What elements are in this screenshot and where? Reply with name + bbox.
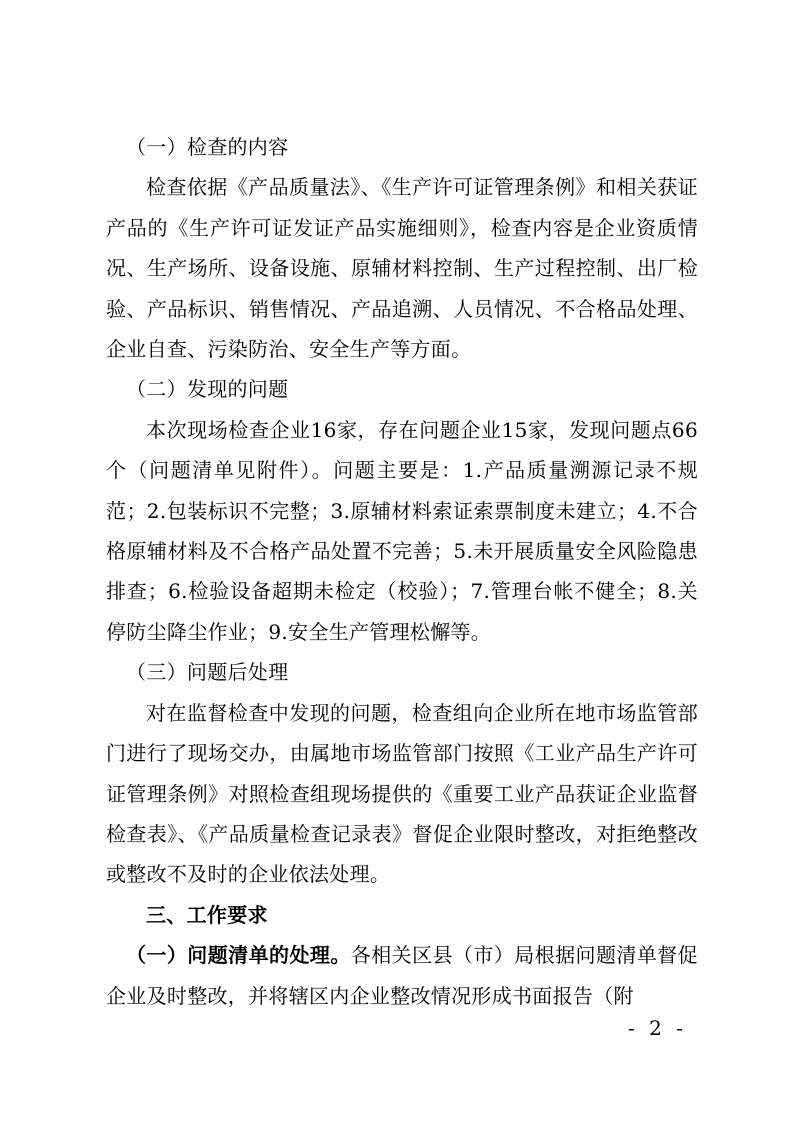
page-number: - 2 -: [628, 1016, 687, 1040]
paragraph-problems-found: 本次现场检查企业16家，存在问题企业15家，发现问题点66个（问题清单见附件）。问题主要是：1.产品质量溯源记录不规范；2.包装标识不完整；3.原辅材料索证索票制度未建立；4.不合格原辅材料及不合格产品处置不完善；5.未开展质量安全风险隐患排查；6.检验设备超期未检定（校验）；7.管理台帐不健全；8.关停防尘降尘作业；9.安全生产管理松懈等。: [106, 417, 698, 644]
requirement-1-lead: （一）问题清单的处理。: [126, 943, 351, 968]
paragraph-check-content: 检查依据《产品质量法》、《生产许可证管理条例》和相关获证产品的《生产许可证发证产品实施细则》，检查内容是企业资质情况、生产场所、设备设施、原辅材料控制、生产过程控制、出厂检验、产品标识、销售情况、产品追溯、人员情况、不合格品处理、企业自查、污染防治、安全生产等方面。: [106, 175, 698, 362]
paragraph-after-handling: 对在监督检查中发现的问题，检查组向企业所在地市场监管部门进行了现场交办，由属地市场监管部门按照《工业产品生产许可证管理条例》对照检查组现场提供的《重要工业产品获证企业监督检查表》、《产品质量检查记录表》督促企业限时整改，对拒绝整改或整改不及时的企业依法处理。: [106, 700, 698, 887]
heading-problems-found: （二）发现的问题: [126, 377, 289, 402]
heading-check-content: （一）检查的内容: [126, 135, 289, 159]
paragraph-requirement-1: [106, 935, 698, 1016]
document-body: [106, 127, 698, 1016]
heading-after-handling: （三）问题后处理: [126, 660, 289, 685]
heading-work-requirements: 三、工作要求: [146, 902, 268, 927]
requirement-1-body: 各相关区县（市）局根据问题清单督促企业及时整改，并将辖区内企业整改情况形成书面报告（附: [106, 943, 698, 1008]
